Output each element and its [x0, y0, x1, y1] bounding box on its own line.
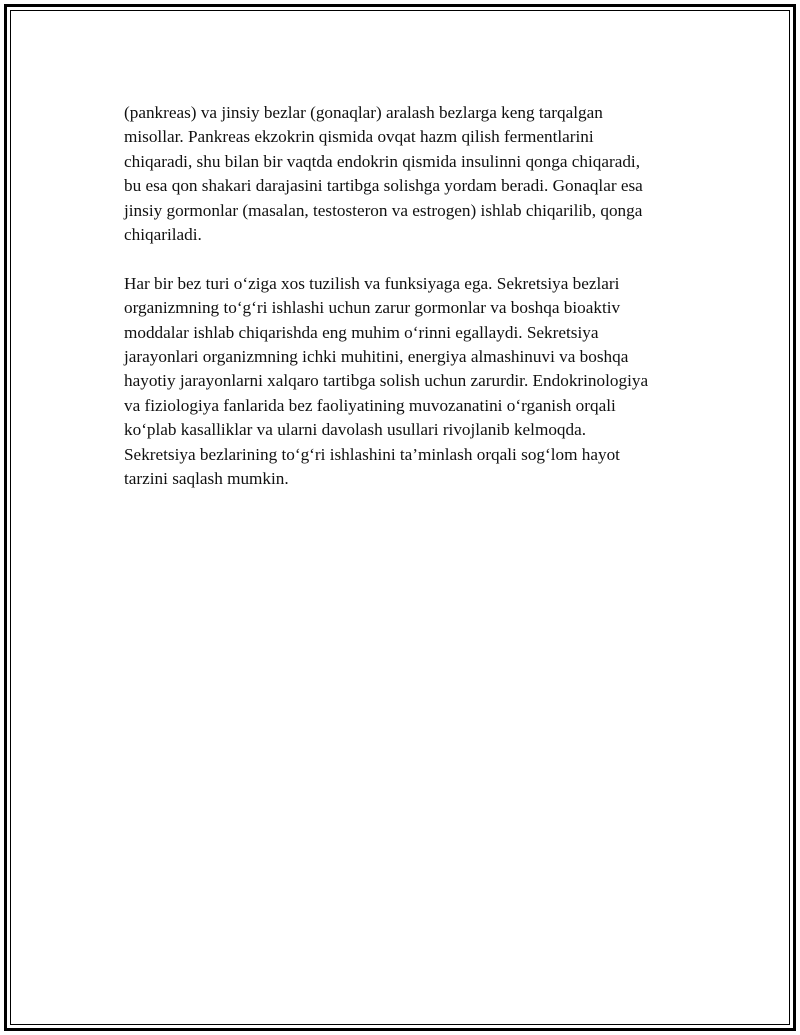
- text-line: chiqariladi.: [124, 225, 202, 245]
- text-line: jarayonlari organizmning ichki muhitini, energiya almashinuvi va boshqa: [124, 347, 629, 367]
- text-line: organizmning to‘g‘ri ishlashi uchun zarur gormonlar va boshqa bioaktiv: [124, 298, 621, 318]
- text-line: misollar. Pankreas ekzokrin qismida ovqat hazm qilish fermentlarini: [124, 127, 594, 147]
- text-line: Har bir bez turi o‘ziga xos tuzilish va funksiyaga ega. Sekretsiya bezlari: [124, 273, 620, 293]
- document-body: [124, 101, 694, 516]
- paragraph-2: [124, 272, 694, 492]
- text-line: moddalar ishlab chiqarishda eng muhim o‘rinni egallaydi. Sekretsiya: [124, 322, 599, 342]
- text-line: jinsiy gormonlar (masalan, testosteron va estrogen) ishlab chiqarilib, qonga: [124, 200, 643, 220]
- text-line: Sekretsiya bezlarining to‘g‘ri ishlashini ta’minlash orqali sog‘lom hayot: [124, 444, 620, 464]
- text-line: (pankreas) va jinsiy bezlar (gonaqlar) aralash bezlarga keng tarqalgan: [124, 103, 603, 122]
- text-line: va fiziologiya fanlarida bez faoliyatining muvozanatini o‘rganish orqali: [124, 395, 616, 415]
- text-line: chiqaradi, shu bilan bir vaqtda endokrin qismida insulinni qonga chiqaradi,: [124, 151, 640, 171]
- page-border-frame: [4, 4, 796, 1031]
- text-line: bu esa qon shakari darajasini tartibga solishga yordam beradi. Gonaqlar esa: [124, 176, 643, 196]
- text-line: tarzini saqlash mumkin.: [124, 469, 289, 489]
- text-line: ko‘plab kasalliklar va ularni davolash usullari rivojlanib kelmoqda.: [124, 420, 587, 440]
- text-line: hayotiy jarayonlarni xalqaro tartibga solish uchun zarurdir. Endokrinologiya: [124, 371, 649, 391]
- paragraph-1: [124, 101, 694, 247]
